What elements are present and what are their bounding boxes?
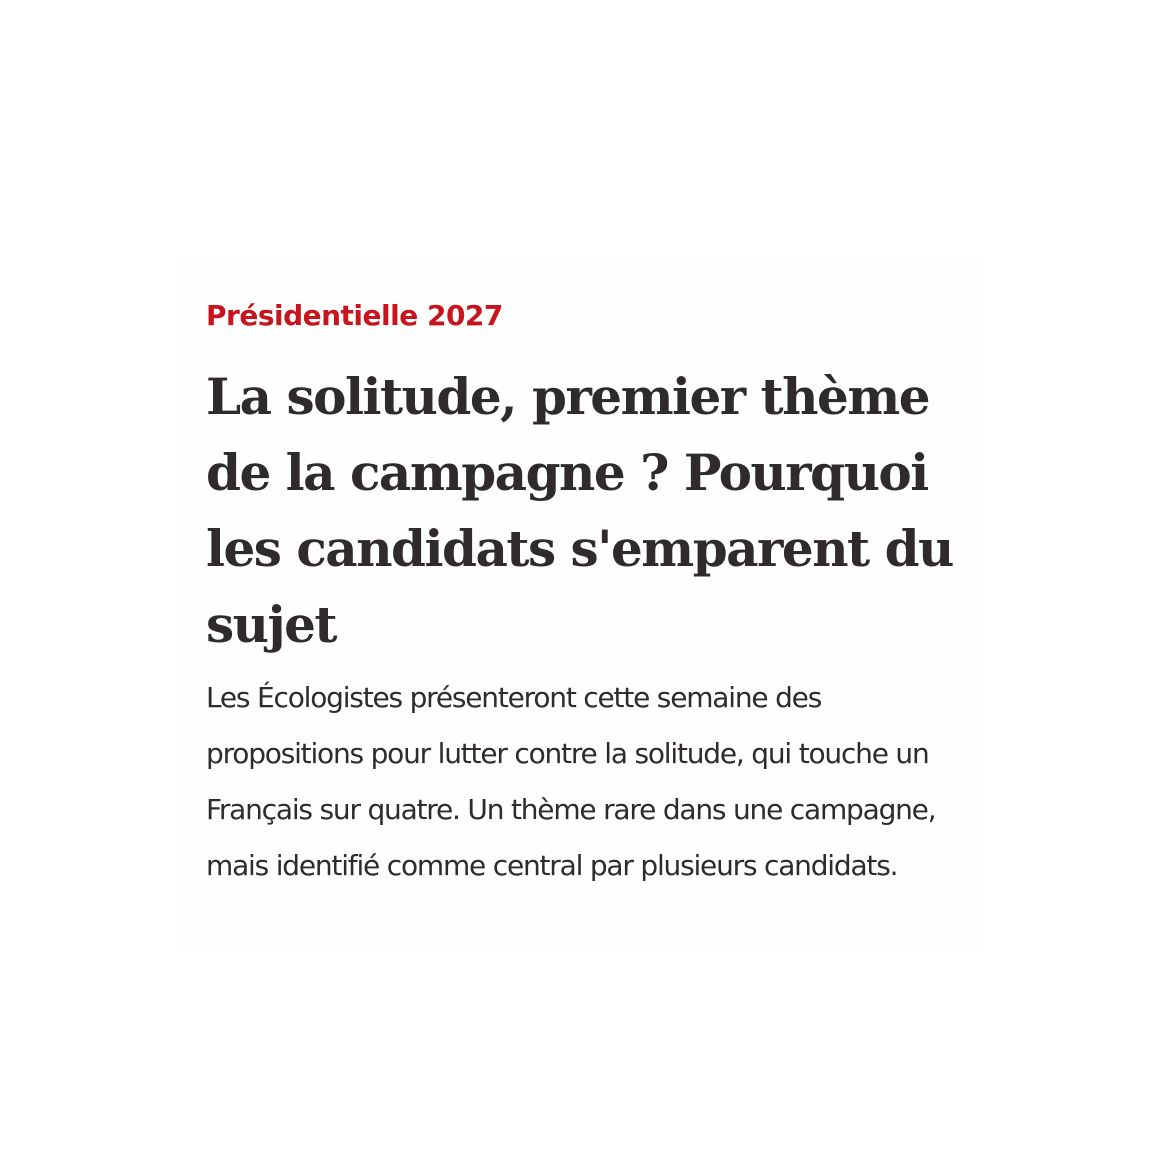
article-kicker[interactable]: Présidentielle 2027 [206,299,503,332]
article-headline[interactable]: La solitude, premier thème de la campagne ? Pourquoi les candidats s'emparent du sujet [206,367,953,654]
article-standfirst: Les Écologistes présenteront cette semaine des propositions pour lutter contre la solitude, qui touche un Français sur quatre. Un thème rare dans une campagne, mais identifié comme central par plusieurs candidats. [206,681,936,882]
